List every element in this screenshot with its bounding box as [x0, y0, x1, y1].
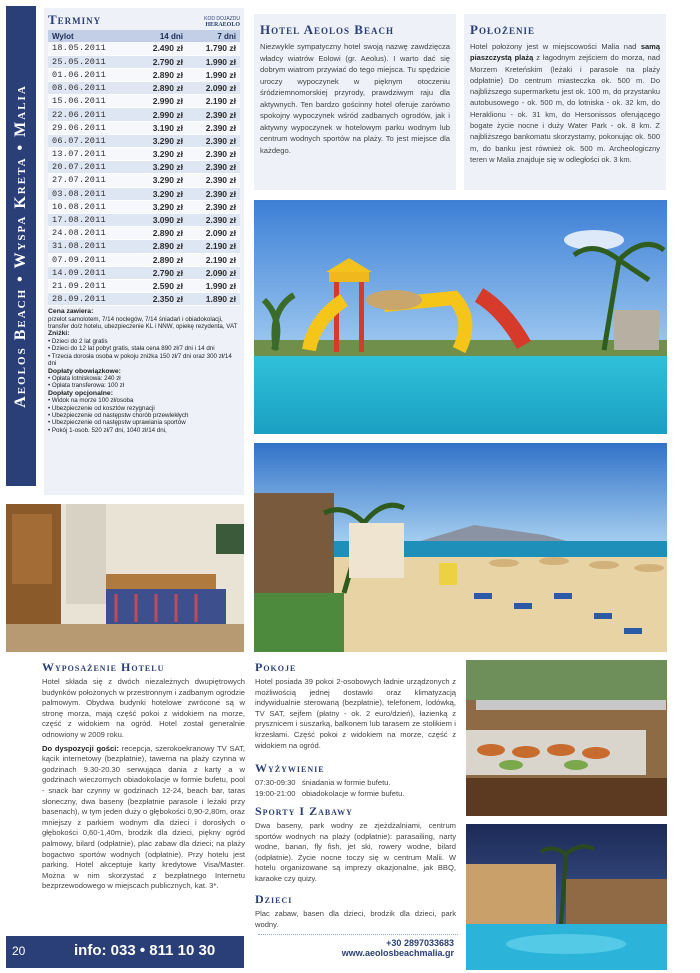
departure-date: 06.07.2011 [48, 134, 134, 147]
price-7-days: 2.190 zł [187, 253, 240, 266]
price-14-days: 2.990 zł [134, 95, 187, 108]
meals-title: Wyżywienie [255, 761, 325, 775]
list-item: • Dzieci do 2 lat gratis [48, 338, 240, 345]
price-7-days: 2.390 zł [187, 200, 240, 213]
departure-date: 08.06.2011 [48, 82, 134, 95]
price-14-days: 3.190 zł [134, 121, 187, 134]
meals-section [255, 761, 456, 799]
list-item: • Opłata transferowa: 100 zł [48, 382, 240, 389]
departure-date: 24.08.2011 [48, 227, 134, 240]
departure-date: 25.05.2011 [48, 55, 134, 68]
table-row [48, 161, 240, 174]
location-title: Położenie [470, 22, 535, 37]
col-header: 7 dni [187, 30, 240, 42]
table-row [48, 279, 240, 292]
price-14-days: 2.790 zł [134, 55, 187, 68]
price-7-days: 2.390 zł [187, 161, 240, 174]
waterpark-photo [254, 200, 667, 434]
list-item: • Ubezpieczenie od następstw uprawiania sportów [48, 419, 240, 426]
terms-notes: Cena zawiera: przelot samolotem, 7/14 noclegów, 7/14 śniadań i obiadokolacji, transfer do/z hotelu, ubezpieczenie KL i NNW, opiekę rezydenta, VAT Zniżki: • Dzieci do 2 lat gratis • Dzieci do 12 lat pobyt gratis, stała cena 890 zł/7 dni i 14 dni • Trzecia dorosła osoba w pokoju zniżka 150 zł/7 dni oraz 300 zł/14 dni Dopłaty obowiązkowe: • Opłata lotniskowa: 240 zł • Opłata transferowa: 100 zł Dopłaty opcjonalne: • Widok na morze 100 zł/osoba • Ubezpieczenie od kosztów rezygnacji • Ubezpieczenie od następstw chorób przewlekłych • Ubezpieczenie od następstw uprawiania sportów • Pokój 1-osob. 520 zł/7 dni, 1040 zł/14 dni, [48, 308, 240, 434]
price-7-days: 2.390 zł [187, 148, 240, 161]
departure-date: 17.08.2011 [48, 213, 134, 226]
price-14-days: 3.290 zł [134, 161, 187, 174]
price-7-days: 2.090 zł [187, 266, 240, 279]
list-item: • Ubezpieczenie od kosztów rezygnacji [48, 405, 240, 412]
table-row [48, 42, 240, 55]
departure-date: 10.08.2011 [48, 200, 134, 213]
col-header: 14 dni [134, 30, 187, 42]
sports-text: Dwa baseny, park wodny ze zjeżdżalniami, centrum sportów wodnych na plaży (odpłatnie): parasailing, narty wodne, banan, fly fish, jet ski, rowery wodne, bilard (odpłatnie). Życie nocne toczy się w centrum Malii. W hotelu organizowane są imprezy okazjonalne, jak BBQ, karaoke czy quizy. [255, 821, 456, 883]
price-7-days: 1.990 zł [187, 55, 240, 68]
location-card [464, 14, 666, 190]
departure-date: 14.09.2011 [48, 266, 134, 279]
divider [258, 934, 458, 935]
list-item: • Ubezpieczenie od następstw chorób przewlekłych [48, 412, 240, 419]
price-7-days: 1.890 zł [187, 293, 240, 306]
departure-date: 29.06.2011 [48, 121, 134, 134]
price-14-days: 2.890 zł [134, 82, 187, 95]
kids-section [255, 892, 456, 930]
terms-title: Terminy [48, 12, 102, 27]
departure-date: 07.09.2011 [48, 253, 134, 266]
hotel-website[interactable]: www.aeolosbeachmalia.gr [341, 948, 454, 958]
beach-photo [254, 443, 667, 652]
price-7-days: 2.390 zł [187, 121, 240, 134]
table-row [48, 134, 240, 147]
table-row [48, 121, 240, 134]
price-7-days: 2.390 zł [187, 174, 240, 187]
price-14-days: 3.290 zł [134, 187, 187, 200]
equipment-title: Wyposażenie Hotelu [42, 660, 165, 674]
price-table [48, 30, 240, 306]
price-7-days: 2.190 zł [187, 240, 240, 253]
rooms-section [255, 660, 456, 751]
table-row [48, 227, 240, 240]
departure-date: 03.08.2011 [48, 187, 134, 200]
price-7-days: 2.390 zł [187, 187, 240, 200]
table-row [48, 187, 240, 200]
table-row [48, 95, 240, 108]
price-7-days: 2.190 zł [187, 95, 240, 108]
price-14-days: 2.790 zł [134, 266, 187, 279]
price-14-days: 2.890 zł [134, 253, 187, 266]
table-row [48, 266, 240, 279]
kids-text: Plac zabaw, basen dla dzieci, brodzik dla dzieci, park wodny. [255, 909, 456, 929]
departure-date: 28.09.2011 [48, 293, 134, 306]
rooms-title: Pokoje [255, 660, 297, 674]
room-photo [6, 504, 244, 652]
info-phone: info: 033 • 811 10 30 [74, 942, 216, 959]
table-row [48, 293, 240, 306]
list-item: • Dzieci do 12 lat pobyt gratis, stała cena 890 zł/7 dni i 14 dni [48, 345, 240, 352]
price-7-days: 1.990 zł [187, 68, 240, 81]
price-14-days: 2.890 zł [134, 240, 187, 253]
price-14-days: 3.290 zł [134, 200, 187, 213]
location-description: Hotel położony jest w miejscowości Malia nad samą piaszczystą plażą z łagodnym zejściem do morza, nad Morzem Kreteńskim (leżaki i parasole na plaży odpłatnie) Do centrum miasteczka ok. 500 m. Do najbliższego supermarketu jest ok. 100 m, do przystanku autobusowego - ok. 500 m, do lotniska - ok. 32 km, do Heraklionu - ok. 31 km, do Hersonissos oferującego bogate życie nocne i duży Water Park - ok. 8 km. Z najbliższego bankomatu skorzystamy, pokonując ok. 500 m, do banku jest również ok. 500 m. Archeologiczny teren w Malia znajduje się w odległości ok. 3 km. [470, 42, 660, 164]
list-item: • Trzecia dorosła osoba w pokoju zniżka 150 zł/7 dni oraz 300 zł/14 dni [48, 353, 240, 368]
price-7-days: 2.390 zł [187, 108, 240, 121]
col-header: Wylot [48, 30, 134, 42]
hotel-title: Hotel Aeolos Beach [260, 22, 394, 37]
discounts-list [48, 338, 240, 368]
table-row [48, 213, 240, 226]
pool-night-photo [466, 824, 667, 970]
kids-title: Dzieci [255, 892, 293, 906]
price-14-days: 2.490 zł [134, 42, 187, 55]
departure-date: 18.05.2011 [48, 42, 134, 55]
price-14-days: 3.290 zł [134, 134, 187, 147]
meal-line: 07:30-09:30 śniadania w formie bufetu. [255, 778, 391, 787]
price-7-days: 2.090 zł [187, 82, 240, 95]
mandatory-list [48, 375, 240, 390]
price-7-days: 1.790 zł [187, 42, 240, 55]
table-row [48, 55, 240, 68]
price-7-days: 2.390 zł [187, 134, 240, 147]
equipment-section [42, 660, 245, 892]
price-14-days: 2.350 zł [134, 293, 187, 306]
table-row [48, 174, 240, 187]
departure-date: 27.07.2011 [48, 174, 134, 187]
airport-code: KOD DOJAZDU HERAEOLO [204, 16, 240, 28]
departure-date: 31.08.2011 [48, 240, 134, 253]
rooms-text: Hotel posiada 39 pokoi 2-osobowych ładnie urządzonych z możliwością jednej dostawki oraz klimatyzacją indywidualnie sterowaną (bezpłatnie), telefonem, lodówką, TV SAT, sejfem (płatny - ok. 2 euro/dzień), łazienką z prysznicem i suszarką, balkonem lub tarasem ze stolikiem i krzesłami. Część pokoi z widokiem na morze, część z widokiem na ogród. [255, 677, 456, 750]
hotel-contact [342, 938, 454, 958]
list-item: • Pokój 1-osob. 520 zł/7 dni, 1040 zł/14 dni, [48, 427, 240, 434]
price-14-days: 2.890 zł [134, 68, 187, 81]
price-14-days: 3.090 zł [134, 213, 187, 226]
price-7-days: 2.390 zł [187, 213, 240, 226]
list-item: • Widok na morze 100 zł/osoba [48, 397, 240, 404]
price-14-days: 2.590 zł [134, 279, 187, 292]
sidebar-banner [6, 6, 36, 486]
table-row [48, 68, 240, 81]
departure-date: 22.06.2011 [48, 108, 134, 121]
meal-line: 19:00-21:00 obiadokolacje w formie bufetu. [255, 788, 405, 798]
departure-date: 15.06.2011 [48, 95, 134, 108]
terms-panel [44, 8, 244, 495]
footer-bar [6, 936, 244, 968]
table-row [48, 148, 240, 161]
price-7-days: 1.990 zł [187, 279, 240, 292]
hotel-description: Niezwykle sympatyczny hotel swoją nazwę zawdzięcza władcy wiatrów Eolowi (gr. Aeolus). I warto dać się dobrym wiatrom przywiać do tego miejsca. Tu spędzicie uroczy wypoczynek w pięknym otoczeniu śródziemnomorskiej przyrody, prawdziwym raju dla aktywnych. Ten bardzo gościnny hotel oferuje zarówno spokojny wypoczynek wśród zadbanych ogrodów, jak i aktywny wypoczynek w hotelowym parku wodnym lub centrum wodnych sportów na plaży. To jest miejsce dla każdego. [260, 42, 450, 155]
price-14-days: 2.990 zł [134, 108, 187, 121]
sports-title: Sporty I Zabawy [255, 804, 353, 818]
table-row [48, 240, 240, 253]
optional-list [48, 397, 240, 434]
table-row [48, 108, 240, 121]
equipment-facilities: Do dyspozycji gości: recepcja, szerokoekranowy TV SAT, kącik internetowy (bezpłatnie), tawerna na plaży czynna w godzinach 9.30-20.30 serwująca dania z karty a w godzinach wieczornych obiadokolacje w formie bufetu, pool - snack bar czynny w godzinach 12-24, beach bar, taras słoneczny, dwa baseny (bezpłatnie parasole i leżaki przy basenach), w tym jeden duży o głębokości 0,90-2,80m, oraz mniejszy z parkiem wodnym dla dzieci i dorosłych o głębokości 0,60-1,40m, brodzik dla dzieci, piękny ogród palmowy, bilard (odpłatnie), plac zabaw dla dzieci; na plaży bogactwo sportów wodnych (odpłatnie). Przy hotelu jest parking. Hotel akceptuje karty kredytowe Visa/Master. Można w nim skorzystać z bezpłatnego Internetu bezprzewodowego w miejscach publicznych, kat. 3*. [42, 743, 245, 891]
list-item: • Opłata lotniskowa: 240 zł [48, 375, 240, 382]
page-number: 20 [12, 944, 26, 958]
price-14-days: 2.890 zł [134, 227, 187, 240]
departure-date: 13.07.2011 [48, 148, 134, 161]
price-14-days: 3.290 zł [134, 174, 187, 187]
hotel-phone: +30 2897033683 [386, 938, 454, 948]
equipment-text: Hotel składa się z dwóch niezależnych dwupiętrowych budynków położonych w przestronnym i zadbanym ogrodzie palmowym. Obydwa budynki hotelowe zwrócone są w stronę morza, mają część pokoi z widokiem na morze, część z widokiem na ogród. Hotel został generalnie odnowiony w 2009 roku. [42, 677, 245, 739]
table-row [48, 253, 240, 266]
price-14-days: 3.290 zł [134, 148, 187, 161]
sidebar-title: Aeolos Beach • Wyspa Kreta • Malia [12, 84, 29, 408]
departure-date: 21.09.2011 [48, 279, 134, 292]
price-7-days: 2.090 zł [187, 227, 240, 240]
departure-date: 20.07.2011 [48, 161, 134, 174]
sports-section [255, 804, 456, 885]
departure-date: 01.06.2011 [48, 68, 134, 81]
table-row [48, 82, 240, 95]
table-row [48, 200, 240, 213]
buffet-photo [466, 660, 667, 816]
hotel-card [254, 14, 456, 190]
